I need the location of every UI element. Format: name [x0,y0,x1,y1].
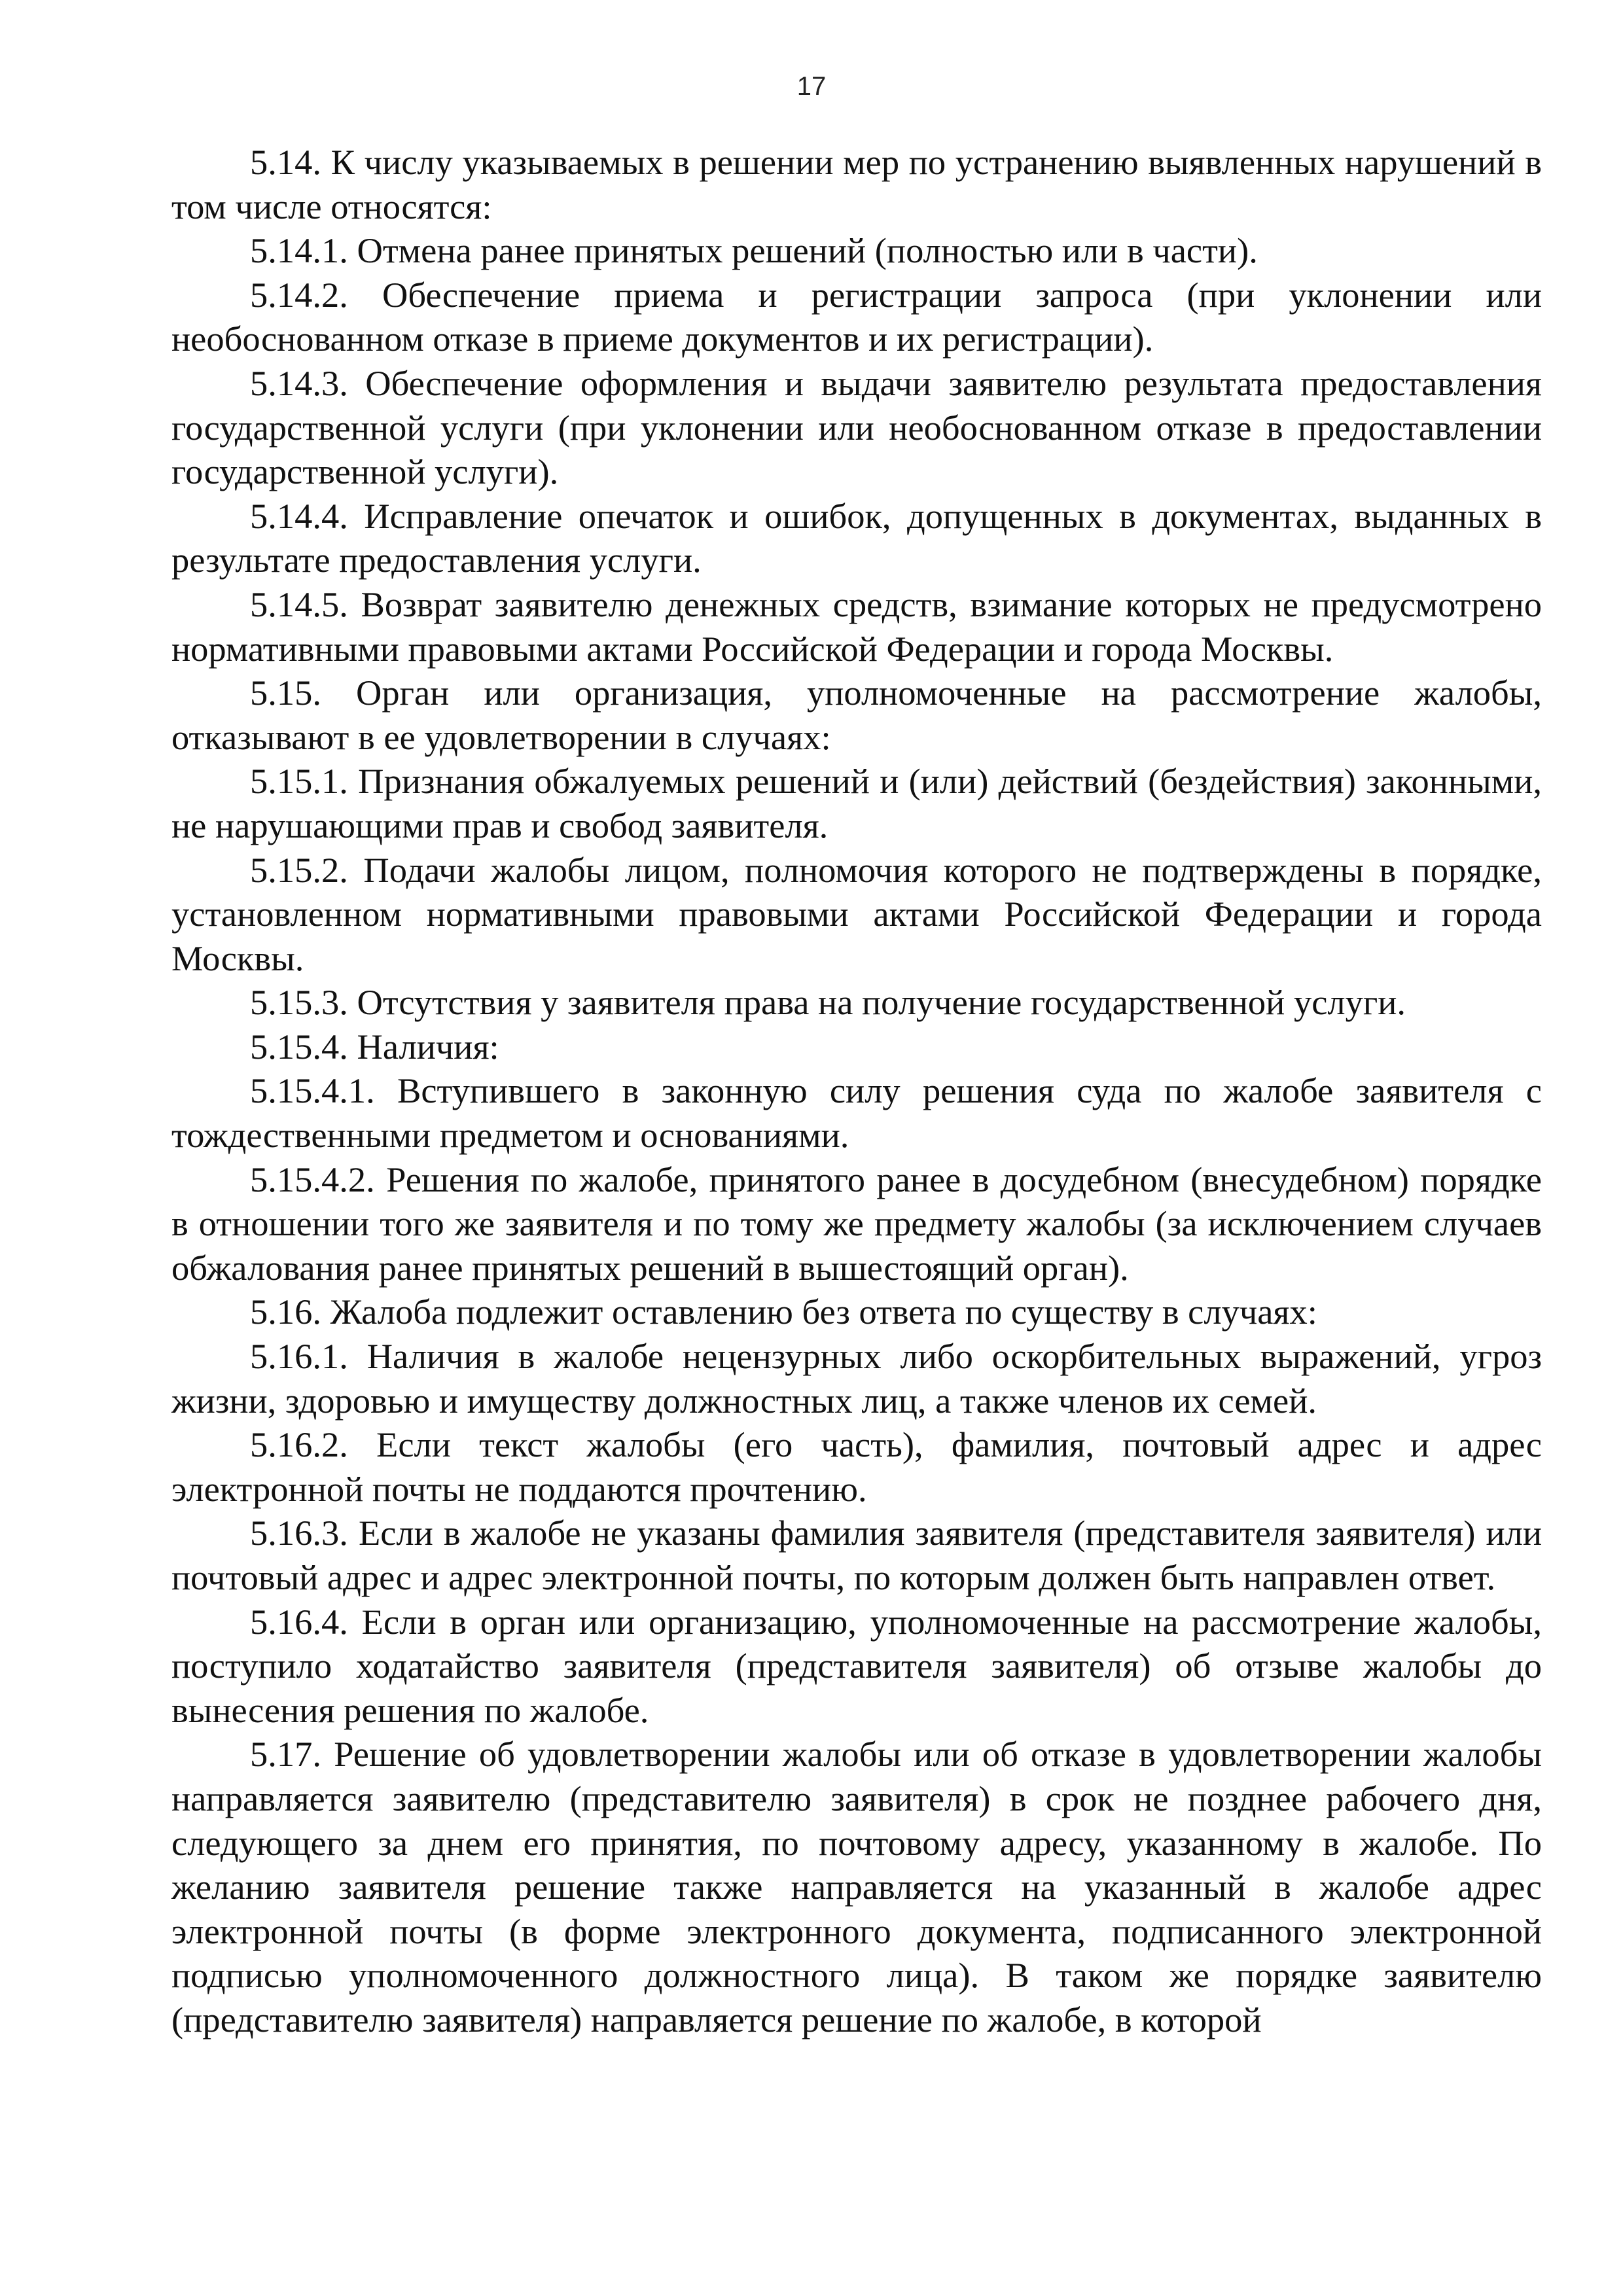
paragraph-5-15-4-2: 5.15.4.2. Решения по жалобе, принятого ранее в досудебном (внесудебном) порядке в отношении того же заявителя и по тому же предмету жалобы (за исключением случаев обжалования ранее принятых решений в вышестоящий орган). [171,1159,1542,1288]
paragraph-5-16-2: 5.16.2. Если текст жалобы (его часть), фамилия, почтовый адрес и адрес электронной почты не поддаются прочтению. [171,1424,1542,1509]
paragraph-5-14: 5.14. К числу указываемых в решении мер по устранению выявленных нарушений в том числе относятся: [171,142,1542,226]
paragraph-5-16-3: 5.16.3. Если в жалобе не указаны фамилия заявителя (представителя заявителя) или почтовый адрес и адрес электронной почты, по которым должен быть направлен ответ. [171,1513,1542,1597]
paragraph-5-16: 5.16. Жалоба подлежит оставлению без ответа по существу в случаях: [250,1292,1317,1332]
paragraph-5-14-4: 5.14.4. Исправление опечаток и ошибок, допущенных в документах, выданных в результате предоставления услуги. [171,495,1542,580]
paragraph-5-17: 5.17. Решение об удовлетворении жалобы или об отказе в удовлетворении жалобы направляется заявителю (представителю заявителя) в срок не позднее рабочего дня, следующего за днем его принятия, по почтовому адресу, указанному в жалобе. По желанию заявителя решение также направляется на указанный в жалобе адрес электронной почты (в форме электронного документа, подписанного электронной подписью уполномоченного должностного лица). В таком же порядке заявителю (представителю заявителя) направляется решение по жалобе, в которой [171,1734,1542,2040]
paragraph-5-16-1: 5.16.1. Наличия в жалобе нецензурных либо оскорбительных выражений, угроз жизни, здоровью и имуществу должностных лиц, а также членов их семей. [171,1336,1542,1421]
paragraph-5-14-2: 5.14.2. Обеспечение приема и регистрации запроса (при уклонении или необоснованном отказе в приеме документов и их регистрации). [171,274,1542,359]
paragraph-5-16-4: 5.16.4. Если в орган или организацию, уполномоченные на рассмотрение жалобы, поступило ходатайство заявителя (представителя заявителя) об отзыве жалобы до вынесения решения по жалобе. [171,1601,1542,1730]
paragraph-5-15-3: 5.15.3. Отсутствия у заявителя права на получение государственной услуги. [250,982,1406,1023]
paragraph-5-15-4-1: 5.15.4.1. Вступившего в законную силу решения суда по жалобе заявителя с тождественными предметом и основаниями. [171,1070,1542,1156]
document-body [171,140,1542,2042]
paragraph-5-15-2: 5.15.2. Подачи жалобы лицом, полномочия которого не подтверждены в порядке, установленном нормативными правовыми актами Российской Федерации и города Москвы. [171,849,1542,978]
paragraph-5-15: 5.15. Орган или организация, уполномоченные на рассмотрение жалобы, отказывают в ее удовлетворении в случаях: [171,673,1542,757]
paragraph-5-14-1: 5.14.1. Отмена ранее принятых решений (полностью или в части). [250,230,1258,271]
paragraph-5-14-3: 5.14.3. Обеспечение оформления и выдачи заявителю результата предоставления государственной услуги (при уклонении или необоснованном отказе в предоставлении государственной услуги). [171,362,1542,492]
page-number: 17 [796,72,827,101]
paragraph-5-14-5: 5.14.5. Возврат заявителю денежных средств, взимание которых не предусмотрено нормативными правовыми актами Российской Федерации и города Москвы. [171,584,1542,669]
paragraph-5-15-1: 5.15.1. Признания обжалуемых решений и (или) действий (бездействия) законными, не нарушающими прав и свобод заявителя. [171,761,1542,845]
paragraph-5-15-4: 5.15.4. Наличия: [250,1026,499,1067]
